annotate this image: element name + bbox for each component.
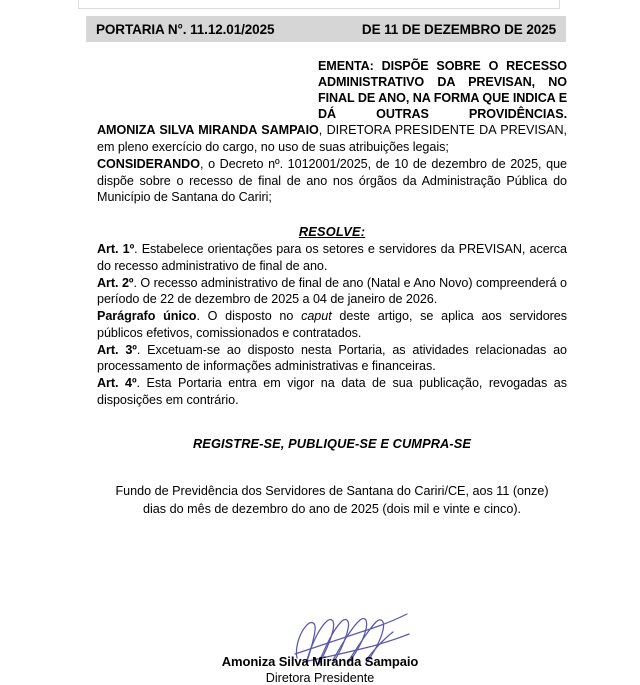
article-1-text: . Estabelece orientações para os setores e servidores da PREVISAN, acerca do recesso administrativo de final de ano. [97,242,567,273]
document-header [86,16,566,42]
signature-block [0,614,640,685]
article-1-label: Art. 1º [97,242,135,257]
resolve-heading-wrap [97,223,567,241]
portaria-date: DE 11 DE DEZEMBRO DE 2025 [361,21,556,37]
preamble-text: , DIRETORA PRESIDENTE DA PREVISAN, em pleno exercício do cargo, no uso de suas atribuições legais; [97,123,567,155]
paragrafo-unico-text-after: deste artigo, se aplica aos servidores públicos efetivos, comissionados e contratados. [97,309,567,340]
document-body [97,58,567,519]
article-4-text: . Esta Portaria entra em vigor na data de sua publicação, revogadas as disposições em contrário. [97,375,567,407]
signature-name: Amoniza Silva Miranda Sampaio [221,654,419,669]
ementa-block: EMENTA: DISPÕE SOBRE O RECESSO ADMINISTRATIVO DA PREVISAN, NO FINAL DE ANO, NA FORMA QUE INDICA E DÁ OUTRAS PROVIDÊNCIAS. [318,59,567,122]
closing-order: REGISTRE-SE, PUBLIQUE-SE E CUMPRA-SE [192,436,472,452]
considerando-paragraph [97,156,567,206]
paragrafo-unico [97,308,567,341]
article-2-label: Art. 2º [97,275,134,290]
article-3-label: Art. 3º [97,342,137,357]
article-3-text: . Excetuam-se ao disposto nesta Portaria, as atividades relacionadas ao processamento de informações administrativas e financeiras. [97,342,567,374]
preamble-signer-name: AMONIZA SILVA MIRANDA SAMPAIO [97,123,319,138]
article-2 [97,275,567,308]
resolve-heading: RESOLVE: [298,224,366,240]
preamble-paragraph [97,122,567,155]
article-4 [97,375,567,408]
place-and-date: Fundo de Previdência dos Servidores de Santana do Cariri/CE, aos 11 (onze) dias do mês de dezembro do ano de 2025 (dois mil e vinte e cinco). [115,484,549,517]
portaria-number: PORTARIA N°. 11.12.01/2025 [96,21,275,37]
closing-order-wrap [97,435,567,453]
article-3 [97,342,567,375]
paragrafo-unico-caput-term: caput [301,309,332,324]
paragrafo-unico-label: Parágrafo único [97,309,197,324]
paragrafo-unico-text-before: . O disposto no [196,309,302,324]
article-4-label: Art. 4º [97,375,137,390]
article-1 [97,241,567,274]
signature-role: Diretora Presidente [265,671,375,685]
cropped-box-border-fragment [78,0,560,9]
article-2-text: . O recesso administrativo de final de ano (Natal e Ano Novo) compreenderá o período de 22 de dezembro de 2025 a 04 de janeiro de 2026. [97,275,567,307]
considerando-lead: CONSIDERANDO [97,156,200,171]
considerando-text: , o Decreto nº. 1012001/2025, de 10 de dezembro de 2025, que dispõe sobre o recesso de final de ano nos órgãos da Administração Pública do Município de Santana do Cariri; [97,156,567,205]
